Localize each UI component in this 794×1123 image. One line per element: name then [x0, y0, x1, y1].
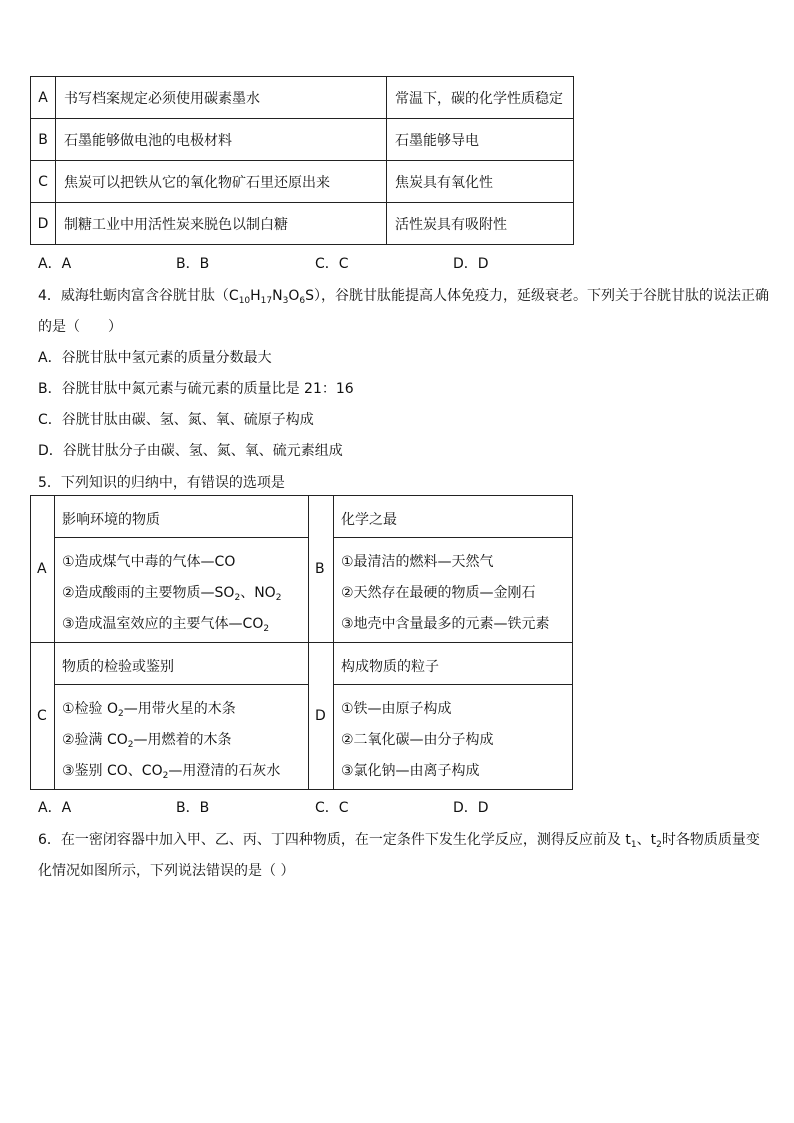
fact-cell: 石墨能够做电池的电极材料: [56, 119, 387, 161]
cell-b-line3: ③地壳中含量最多的元素—铁元素: [341, 616, 550, 632]
q4-choice-b[interactable]: B．谷胱甘肽中氮元素与硫元素的质量比是 21：16: [38, 381, 354, 397]
reason-cell: 焦炭具有氧化性: [387, 161, 574, 203]
q4-choice-d[interactable]: D．谷胱甘肽分子由碳、氢、氮、氧、硫元素组成: [38, 443, 343, 459]
cell-a-line2: ②造成酸雨的主要物质$—SO_2$、$NO_2$: [62, 585, 282, 603]
cell-letter-c: C: [37, 708, 47, 724]
table-row: [31, 161, 574, 203]
cell-d-line1: ①铁—由原子构成: [341, 701, 452, 717]
option-b[interactable]: B．B: [176, 256, 210, 272]
reason-cell: 活性炭具有吸附性: [387, 203, 574, 245]
row-letter: C: [31, 161, 56, 203]
q5-stem: 5．下列知识的归纳中，有错误的选项是: [38, 475, 285, 491]
row-letter: A: [31, 77, 56, 119]
q4-choice-c[interactable]: C．谷胱甘肽由碳、氢、氮、氧、硫原子构成: [38, 412, 314, 428]
option-d[interactable]: D．D: [453, 256, 489, 272]
cell-c-line3: ③鉴别 CO、$CO_2—$用澄清的石灰水: [62, 763, 281, 781]
q3-table: [30, 76, 574, 245]
cell-b-line1: ①最清洁的燃料—天然气: [341, 554, 494, 570]
option-c[interactable]: C．C: [315, 800, 349, 816]
q6-stem-cont: 化情况如图所示，下列说法错误的是（ ）: [38, 863, 295, 879]
q6-stem: 6．在一密闭容器中加入甲、乙、丙、丁四种物质，在一定条件下发生化学反应，测得反应前及 $t_1$、$t_2$时各物质质量变: [38, 832, 760, 850]
cell-d-title: 构成物质的粒子: [341, 659, 439, 675]
option-a[interactable]: A．A: [38, 800, 72, 816]
cell-c-line2: ②验满 $CO_2—$用燃着的木条: [62, 732, 232, 750]
fact-cell: 制糖工业中用活性炭来脱色以制白糖: [56, 203, 387, 245]
reason-cell: 常温下，碳的化学性质稳定: [387, 77, 574, 119]
table-row: [31, 203, 574, 245]
cell-b-line2: ②天然存在最硬的物质—金刚石: [341, 585, 536, 601]
q4-stem-cont: 的是（ ）: [38, 319, 122, 335]
cell-a-title: 影响环境的物质: [62, 512, 160, 528]
q4-choice-a[interactable]: A．谷胱甘肽中氢元素的质量分数最大: [38, 350, 272, 366]
fact-cell: 焦炭可以把铁从它的氧化物矿石里还原出来: [56, 161, 387, 203]
cell-d-line3: ③氯化钠—由离子构成: [341, 763, 480, 779]
option-c[interactable]: C．C: [315, 256, 349, 272]
option-a[interactable]: A．A: [38, 256, 72, 272]
cell-c-title: 物质的检验或鉴别: [62, 659, 174, 675]
cell-letter-d: D: [315, 708, 326, 724]
option-d[interactable]: D．D: [453, 800, 489, 816]
row-letter: B: [31, 119, 56, 161]
cell-c-line1: ①检验 $O_2—$用带火星的木条: [62, 701, 236, 719]
table-row: [31, 77, 574, 119]
cell-d-line2: ②二氧化碳—由分子构成: [341, 732, 494, 748]
cell-letter-b: B: [315, 561, 325, 577]
option-b[interactable]: B．B: [176, 800, 210, 816]
cell-a-line1: ①造成煤气中毒的气体—CO: [62, 554, 236, 570]
cell-letter-a: A: [37, 561, 47, 577]
fact-cell: 书写档案规定必须使用碳素墨水: [56, 77, 387, 119]
row-letter: D: [31, 203, 56, 245]
cell-a-line3: ③造成温室效应的主要气体$—CO_2$: [62, 616, 270, 634]
q4-stem: 4．威海牡蛎肉富含谷胱甘肽$(C_{10}H_{17}N_3O_6S)$，谷胱甘肽能提高人体免疫力，延级衰老。下列关于谷胱甘肽的说法正确: [38, 288, 769, 306]
reason-cell: 石墨能够导电: [387, 119, 574, 161]
table-row: [31, 119, 574, 161]
cell-b-title: 化学之最: [341, 512, 397, 528]
